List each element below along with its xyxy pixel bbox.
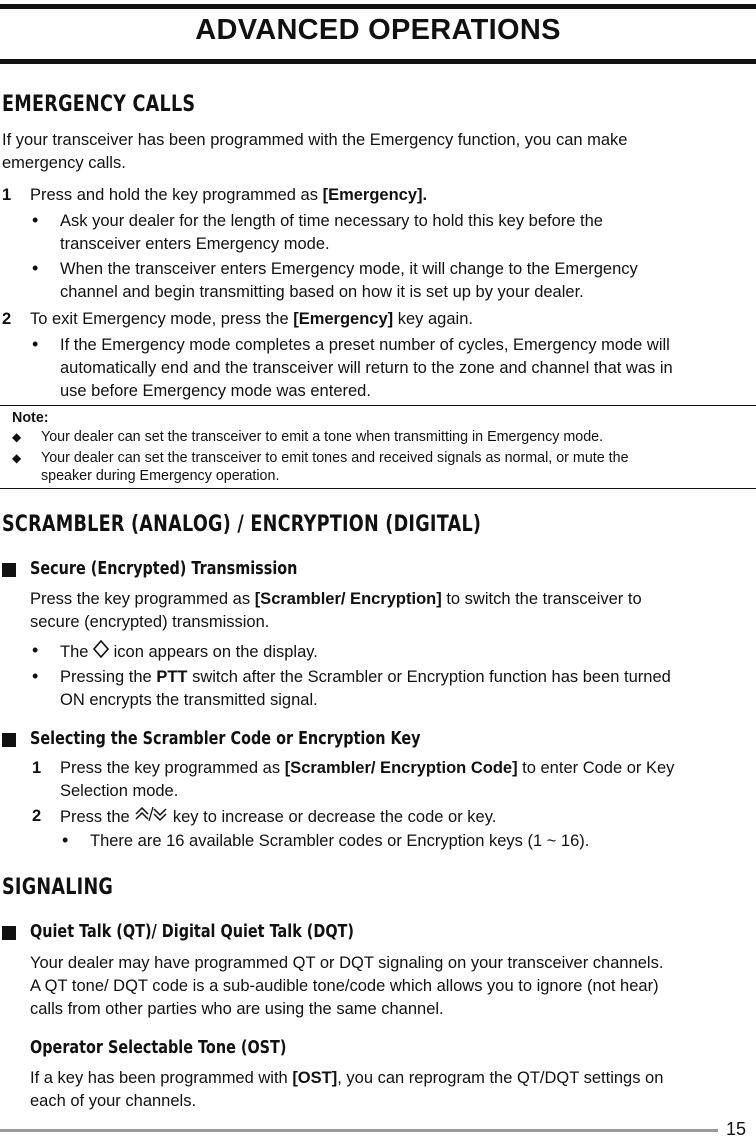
section-heading-scrambler: SCRAMBLER (ANALOG) / ENCRYPTION (DIGITAL) (2, 512, 482, 537)
page-number: 15 (725, 1119, 746, 1139)
scrambler-intro: Press the key programmed as [Scrambler/ Encryption] to switch the transceiver to secure (encrypted) transmission. (30, 590, 642, 631)
bullet: • (32, 640, 39, 660)
bullet-text: The icon appears on the display. (60, 640, 318, 665)
note-item: Your dealer can set the transceiver to emit a tone when transmitting in Emergency mode. (41, 429, 604, 445)
bullet: • (32, 210, 39, 230)
bullet-text: Pressing the PTT switch after the Scrambler or Encryption function has been turned ON encrypts the transmitted signal. (60, 668, 671, 709)
page-title: ADVANCED OPERATIONS (195, 14, 561, 46)
section-heading-emergency: EMERGENCY CALLS (2, 92, 196, 117)
emergency-intro: If your transceiver has been programmed with the Emergency function, you can make emergency calls. (2, 131, 628, 172)
square-bullet-icon (2, 926, 16, 940)
header-bottom-rule (0, 59, 756, 64)
encryption-diamond-icon (93, 640, 109, 665)
bullet: • (32, 666, 39, 686)
subheading-ost: Operator Selectable Tone (OST) (30, 1037, 287, 1058)
step-number: 2 (32, 807, 42, 825)
square-bullet-icon (2, 563, 16, 577)
step-number: 1 (2, 186, 12, 204)
ost-paragraph: If a key has been programmed with [OST], you can reprogram the QT/DQT settings on each of your channels. (30, 1069, 664, 1110)
subheading-qt-dqt: Quiet Talk (QT)/ Digital Quiet Talk (DQT) (30, 921, 354, 942)
note-marker-icon: ◆ (12, 451, 22, 465)
up-down-key-icon (134, 805, 168, 830)
step-text: Press the key to increase or decrease the code or key. (60, 805, 496, 830)
step-2-text: To exit Emergency mode, press the [Emergency] key again. (30, 310, 473, 328)
bullet: • (62, 830, 69, 850)
note-label: Note: (12, 410, 49, 426)
bullet-text: Ask your dealer for the length of time necessary to hold this key before the transceiver enters Emergency mode. (60, 212, 603, 253)
step-text: Press the key programmed as [Scrambler/ Encryption Code] to enter Code or Key Selection mode. (60, 759, 675, 800)
note-item: Your dealer can set the transceiver to emit tones and received signals as normal, or mute the speaker during Emergency operation. (41, 450, 629, 484)
bullet: • (32, 258, 39, 278)
bullet-text: There are 16 available Scrambler codes or Encryption keys (1 ~ 16). (90, 832, 590, 850)
bullet-text: When the transceiver enters Emergency mode, it will change to the Emergency channel and begin transmitting based on how it is set up by your dealer. (60, 260, 638, 301)
qt-paragraph: Your dealer may have programmed QT or DQT signaling on your transceiver channels. A QT tone/ DQT code is a sub-audible tone/code which allows you to ignore (not hear) calls from other parties who are using the same channel. (30, 954, 664, 1018)
square-bullet-icon (2, 733, 16, 747)
bullet-text: If the Emergency mode completes a preset number of cycles, Emergency mode will automatically end and the transceiver will return to the zone and channel that was in use before Emergency mode was entered. (60, 336, 673, 400)
subheading-secure-transmission: Secure (Encrypted) Transmission (30, 558, 298, 579)
step-number: 1 (32, 759, 42, 777)
footer-rule (0, 1129, 718, 1132)
note-marker-icon: ◆ (12, 430, 22, 444)
step-number: 2 (2, 310, 12, 328)
step-1-text: Press and hold the key programmed as [Emergency]. (30, 186, 428, 204)
subheading-selecting-code: Selecting the Scrambler Code or Encryption Key (30, 728, 421, 749)
header-top-rule (0, 4, 756, 9)
section-heading-signaling: SIGNALING (2, 875, 114, 900)
bullet: • (32, 334, 39, 354)
